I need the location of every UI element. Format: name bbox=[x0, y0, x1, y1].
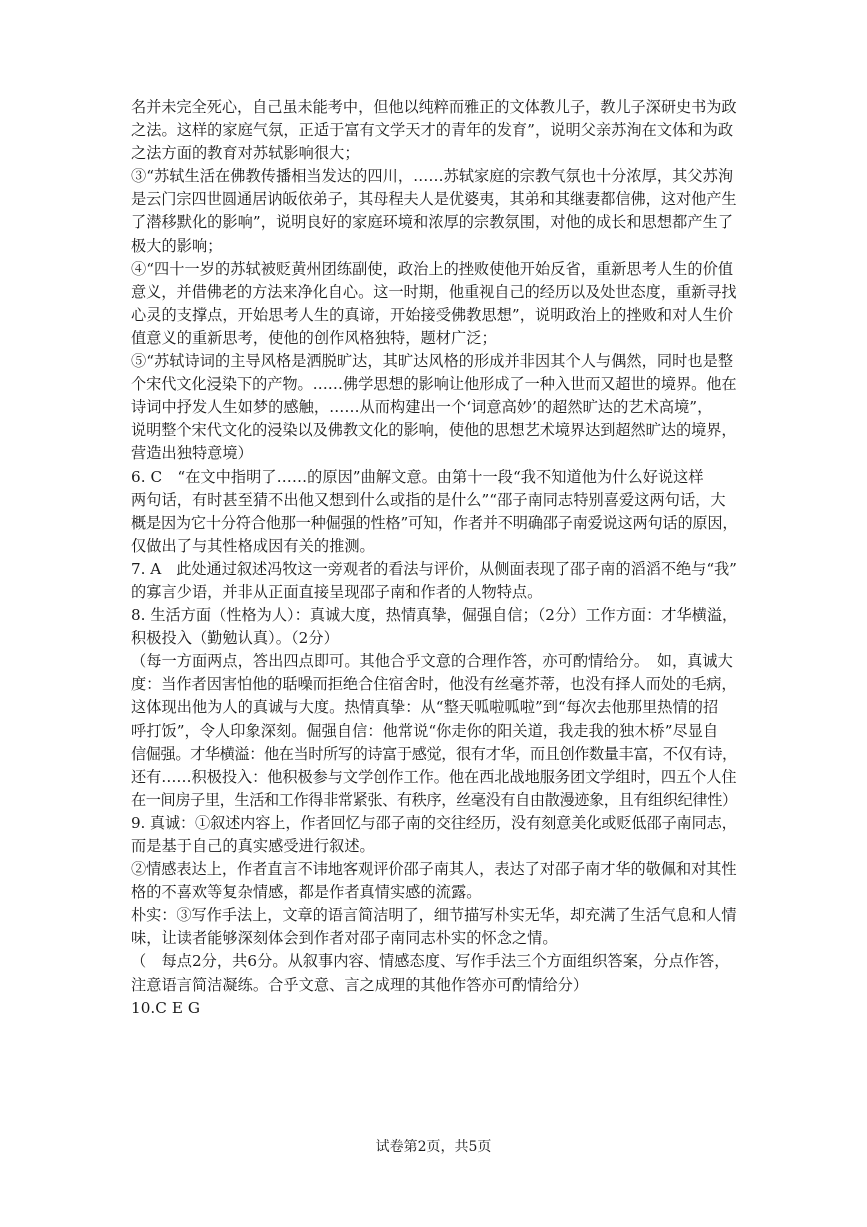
page-footer: 试卷第2页，共5页 bbox=[375, 1139, 492, 1155]
text-line: 之法方面的教育对苏轼影响很大； bbox=[131, 144, 360, 163]
text-line: 说明整个宋代文化的浸染以及佛教文化的影响，使他的思想艺术境界达到超然旷达的境界， bbox=[131, 421, 737, 440]
text-line: ③“苏轼生活在佛教传播相当发达的四川，……苏轼家庭的宗教气氛也十分浓厚，其父苏洵 bbox=[131, 167, 734, 186]
text-line: 营造出独特意境） bbox=[131, 444, 253, 463]
text-line: ④“四十一岁的苏轼被贬黄州团练副使，政治上的挫败使他开始反省，重新思考人生的价值 bbox=[131, 259, 734, 278]
text-line: 味，让读者能够深刻体会到作者对邵子南同志朴实的怀念之情。 bbox=[131, 929, 558, 948]
text-line: 9. 真诚：①叙述内容上，作者回忆与邵子南的交往经历，没有刻意美化或贬低邵子南同志， bbox=[131, 813, 737, 832]
text-line: 注意语言简洁凝练。合乎文意、言之成理的其他作答亦可酌情给分） bbox=[131, 975, 589, 994]
text-line: 名并未完全死心，自己虽未能考中，但他以纯粹而雅正的文体教儿子，教儿子深研史书为政 bbox=[131, 98, 737, 116]
text-line: 仅做出了与其性格成因有关的推测。 bbox=[131, 536, 375, 555]
text-line: 心灵的支撑点，开始思考人生的真谛，开始接受佛教思想”，说明政治上的挫败和对人生价 bbox=[131, 305, 734, 324]
text-line: 而是基于自己的真实感受进行叙述。 bbox=[131, 837, 375, 855]
text-line: 了潜移默化的影响”，说明良好的家庭环境和浓厚的宗教氛围，对他的成长和思想都产生了 bbox=[131, 213, 734, 232]
text-line: 是云门宗四世圆通居讷皈依弟子，其母程夫人是优婆夷，其弟和其继妻都信佛，这对他产生 bbox=[131, 190, 737, 209]
text-line: （ 每点2分，共6分。从叙事内容、情感态度、写作手法三个方面组织答案，分点作答， bbox=[131, 952, 730, 971]
text-line: 两句话，有时甚至猜不出他又想到什么或指的是什么”“邵子南同志特别喜爱这两句话，大 bbox=[131, 490, 726, 509]
text-line: 意义，并借佛老的方法来净化自心。这一时期，他重视自己的经历以及处世态度，重新寻找 bbox=[131, 282, 737, 301]
text-line: 朴实：③写作手法上，文章的语言简洁明了，细节描写朴实无华，却充满了生活气息和人情 bbox=[131, 906, 737, 925]
text-line: 信倔强。才华横溢：他在当时所写的诗富于感觉，很有才华，而且创作数量丰富，不仅有诗， bbox=[131, 744, 737, 763]
text-line: 在一间房子里，生活和工作得非常紧张、有秩序，丝毫没有自由散漫迹象，且有组织纪律性） bbox=[131, 790, 737, 809]
text-line: 还有……积极投入：他积极参与文学创作工作。他在西北战地服务团文学组时，四五个人住 bbox=[131, 767, 737, 786]
text-line: 8. 生活方面（性格为人）：真诚大度，热情真挚，倔强自信；（2分）工作方面：才华横溢， bbox=[131, 606, 738, 625]
text-line: 极大的影响； bbox=[131, 236, 223, 255]
text-line: 6. C “在文中指明了……的原因”曲解文意。由第十一段“我不知道他为什么好说这样 bbox=[131, 467, 704, 486]
text-line: 7. A 此处通过叙述冯牧这一旁观者的看法与评价，从侧面表现了邵子南的滔滔不绝与“我” bbox=[131, 559, 737, 578]
text-line: ⑤“苏轼诗词的主导风格是洒脱旷达，其旷达风格的形成并非因其个人与偶然，同时也是整 bbox=[131, 352, 734, 371]
text-line: 之法。这样的家庭气氛，正适于富有文学天才的青年的发育”，说明父亲苏洵在文体和为政 bbox=[131, 121, 734, 140]
text-line: 个宋代文化浸染下的产物。……佛学思想的影响让他形成了一种入世而又超世的境界。他在 bbox=[131, 375, 737, 394]
text-line: （每一方面两点，答出四点即可。其他合乎文意的合理作答，亦可酌情给分。 如，真诚大 bbox=[131, 652, 733, 671]
text-line: ②情感表达上，作者直言不讳地客观评价邵子南其人，表达了对邵子南才华的敬佩和对其性 bbox=[131, 860, 737, 879]
text-line: 值意义的重新思考，使他的创作风格独特，题材广泛； bbox=[131, 328, 497, 347]
text-line: 概是因为它十分符合他那一种倔强的性格”可知，作者并不明确邵子南爱说这两句话的原因， bbox=[131, 513, 738, 532]
text-line: 呼打饭”，令人印象深刻。倔强自信：他常说“你走你的阳关道，我走我的独木桥”尽显自 bbox=[131, 721, 719, 740]
text-line: 积极投入（勤勉认真）。（2分） bbox=[131, 629, 339, 648]
text-line: 这体现出他为人的真诚与大度。热情真挚：从“整天呱啦呱啦”到“每次去他那里热情的招 bbox=[131, 698, 719, 717]
text-line: 的寡言少语，并非从正面直接呈现邵子南和作者的人物特点。 bbox=[131, 582, 543, 601]
text-line: 诗词中抒发人生如梦的感触，……从而构建出一个‘词意高妙’的超然旷达的艺术高境”， bbox=[131, 398, 713, 417]
answer-text-body bbox=[131, 96, 737, 1020]
text-line: 10.C E G bbox=[131, 998, 201, 1017]
text-line: 格的不喜欢等复杂情感，都是作者真情实感的流露。 bbox=[131, 883, 482, 902]
text-line: 度：当作者因害怕他的聒噪而拒绝合住宿舍时，他没有丝毫芥蒂，也没有择人而处的毛病， bbox=[131, 675, 737, 694]
